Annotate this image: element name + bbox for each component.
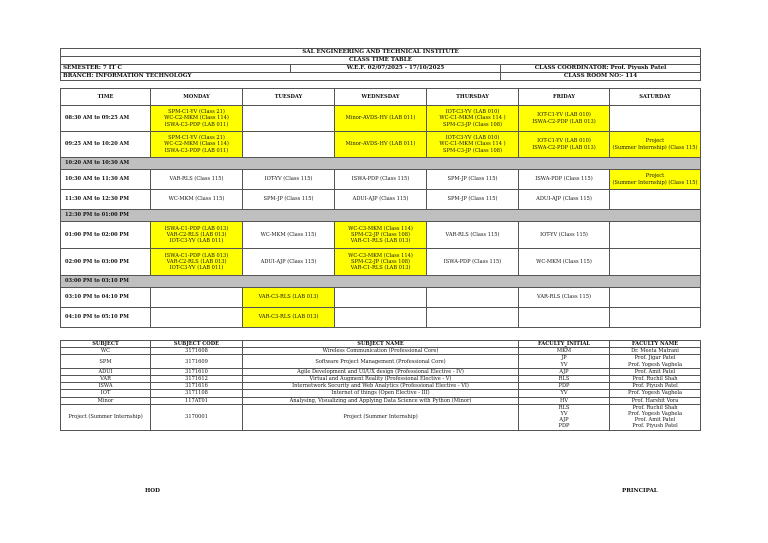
subject-code: 3171609 bbox=[151, 355, 243, 368]
break-row bbox=[61, 276, 701, 288]
cell-friday bbox=[519, 308, 610, 328]
cell-line: WC-C1-MKM (Class 114 ) bbox=[439, 115, 506, 122]
subject-abbrev: WC bbox=[61, 348, 151, 355]
cell-line: WC-C2-MKM (Class 114) bbox=[164, 141, 229, 148]
slot-row bbox=[61, 170, 701, 190]
break-time: 10:20 AM to 10:30 AM bbox=[61, 158, 701, 170]
slot-row bbox=[61, 308, 701, 328]
cell-saturday bbox=[610, 190, 701, 210]
cell-wednesday bbox=[335, 308, 427, 328]
subject-abbrev: Project (Summer Internship) bbox=[61, 404, 151, 430]
cell-thursday: ISWA-PDP (Class 115) bbox=[427, 249, 519, 276]
header-tuesday: TUESDAY bbox=[243, 89, 335, 106]
cell-line: IOT-C3-YV (LAB 010) bbox=[445, 135, 500, 142]
faculty-initial bbox=[519, 355, 610, 368]
faculty-name-line: Prof. Piyush Patel bbox=[632, 383, 678, 390]
branch-label: BRANCH: INFORMATION TECHNOLOGY bbox=[61, 73, 501, 81]
cell-monday bbox=[151, 106, 243, 132]
slot-row bbox=[61, 249, 701, 276]
col-subject: SUBJECT bbox=[61, 341, 151, 348]
cell-wednesday bbox=[335, 249, 427, 276]
slot-time: 02:00 PM to 03:00 PM bbox=[61, 249, 151, 276]
faculty-name-line: Prof. Piyush Patel bbox=[632, 423, 678, 430]
subject-code: 3170001 bbox=[151, 404, 243, 430]
faculty-initial bbox=[519, 376, 610, 383]
cell-friday bbox=[519, 132, 610, 158]
cell-tuesday: WC-MKM (Class 115) bbox=[243, 222, 335, 249]
cell-monday bbox=[151, 288, 243, 308]
cell-tuesday bbox=[243, 132, 335, 158]
cell-wednesday bbox=[335, 222, 427, 249]
cell-line: SPM-C2-JP (Class 108) bbox=[351, 258, 410, 265]
faculty-name bbox=[610, 376, 701, 383]
subject-row bbox=[61, 397, 701, 404]
cell-line: WC-C2-MKM (Class 114) bbox=[164, 115, 229, 122]
cell-line: WC-C1-MKM (Class 114 ) bbox=[439, 141, 506, 148]
faculty-name bbox=[610, 368, 701, 375]
faculty-name-line: Prof. Amit Patel bbox=[634, 368, 676, 375]
cell-thursday bbox=[427, 132, 519, 158]
break-time: 03:00 PM to 03:10 PM bbox=[61, 276, 701, 288]
header-time: TIME bbox=[61, 89, 151, 106]
cell-tuesday: SPM-JP (Class 115) bbox=[243, 190, 335, 210]
faculty-name bbox=[610, 390, 701, 397]
header-saturday: SATURDAY bbox=[610, 89, 701, 106]
cell-line: ISWA-C2-PDP (LAB 013) bbox=[532, 144, 596, 151]
cell-saturday bbox=[610, 249, 701, 276]
slot-time: 01:00 PM to 02:00 PM bbox=[61, 222, 151, 249]
faculty-name-line: Prof. Ruchil Shah bbox=[632, 404, 678, 411]
cell-saturday bbox=[610, 170, 701, 190]
header-monday: MONDAY bbox=[151, 89, 243, 106]
break-row bbox=[61, 158, 701, 170]
header-thursday: THURSDAY bbox=[427, 89, 519, 106]
page-title: CLASS TIME TABLE bbox=[61, 57, 701, 65]
cell-line: IOT-C3-YV (LAB 011) bbox=[169, 265, 224, 272]
subject-name: Internet of things (Open Elective - III) bbox=[243, 390, 519, 397]
faculty-name-line: Dr. Meeta Matrani bbox=[631, 348, 679, 355]
coordinator-label: CLASS COORDINATOR: Prof. Piyush Patel bbox=[501, 65, 701, 73]
subject-name: Project (Summer Internship) bbox=[243, 404, 519, 430]
cell-thursday bbox=[427, 308, 519, 328]
subject-name: Agile Development and UI/UX design (Professional Elective - IV) bbox=[243, 368, 519, 375]
header-table bbox=[60, 48, 701, 81]
faculty-name bbox=[610, 383, 701, 390]
faculty-name bbox=[610, 348, 701, 355]
faculty-name bbox=[610, 355, 701, 368]
cell-line: VAR-C1-RLS (LAB 013) bbox=[350, 238, 411, 245]
cell-thursday: SPM-JP (Class 115) bbox=[427, 190, 519, 210]
slot-time: 10:30 AM to 11:30 AM bbox=[61, 170, 151, 190]
faculty-initial bbox=[519, 368, 610, 375]
faculty-initial-line: AJP bbox=[559, 368, 569, 375]
col-name: SUBJECT NAME bbox=[243, 341, 519, 348]
faculty-initial-line: YV bbox=[560, 361, 568, 368]
slot-row bbox=[61, 190, 701, 210]
slot-row bbox=[61, 106, 701, 132]
cell-tuesday: IOT-YV (Class 115) bbox=[243, 170, 335, 190]
cell-friday: ADUI-AJP (Class 115) bbox=[519, 190, 610, 210]
cell-line: (Summer Internship) (Class 115) bbox=[612, 144, 698, 151]
semester-label: SEMESTER: 7 IT C bbox=[61, 65, 291, 73]
slot-time: 04:10 PM to 05:10 PM bbox=[61, 308, 151, 328]
break-time: 12:30 PM to 01:00 PM bbox=[61, 210, 701, 222]
break-row bbox=[61, 210, 701, 222]
cell-tuesday: VAR-C3-RLS (LAB 013) bbox=[243, 288, 335, 308]
cell-tuesday: VAR-C3-RLS (LAB 013) bbox=[243, 308, 335, 328]
faculty-initial-line: YV bbox=[560, 411, 568, 418]
room-label: CLASS ROOM NO:- 114 bbox=[501, 73, 701, 81]
subject-abbrev: ISWA bbox=[61, 383, 151, 390]
cell-line: SPM-C1-YV (Class 21) bbox=[168, 109, 225, 116]
cell-line: IOT-C3-YV (LAB 010) bbox=[445, 109, 500, 116]
cell-saturday bbox=[610, 308, 701, 328]
principal-signature: PRINCIPAL bbox=[622, 488, 658, 494]
cell-wednesday: Minor-AVDS-HV (LAB 011) bbox=[335, 132, 427, 158]
subject-code: 3171608 bbox=[151, 348, 243, 355]
cell-wednesday: ADUI-AJP (Class 115) bbox=[335, 190, 427, 210]
subject-table bbox=[60, 340, 701, 431]
faculty-name-line: Prof. Yogesh Vaghela bbox=[627, 411, 683, 418]
col-code: SUBJECT CODE bbox=[151, 341, 243, 348]
subject-name: Virtual and Augment Reality (Professional Elective - V) bbox=[243, 376, 519, 383]
cell-thursday: SPM-JP (Class 115) bbox=[427, 170, 519, 190]
subject-header-row bbox=[61, 341, 701, 348]
subject-code: 3171108 bbox=[151, 390, 243, 397]
cell-line: (Summer Internship) (Class 115) bbox=[612, 179, 698, 186]
subject-code: 117AT01 bbox=[151, 397, 243, 404]
subject-row bbox=[61, 404, 701, 430]
cell-line: ISWA-C2-PDP (LAB 013) bbox=[532, 118, 596, 125]
faculty-initial-line: MKM bbox=[556, 348, 572, 355]
cell-line: WC-C3-MKM (Class 114) bbox=[348, 252, 413, 259]
cell-monday bbox=[151, 132, 243, 158]
cell-thursday bbox=[427, 288, 519, 308]
cell-monday bbox=[151, 222, 243, 249]
cell-line: VAR-C2-RLS (LAB 013) bbox=[166, 231, 227, 238]
cell-tuesday bbox=[243, 106, 335, 132]
cell-thursday bbox=[427, 106, 519, 132]
cell-line: SPM-C3-JP (Class 108) bbox=[443, 147, 502, 154]
cell-wednesday: ISWA-PDP (Class 115) bbox=[335, 170, 427, 190]
subject-name: Analysing, Visualizing and Applying Data Science with Python (Minor) bbox=[243, 397, 519, 404]
hod-signature: HOD bbox=[145, 488, 161, 494]
slot-row bbox=[61, 132, 701, 158]
slot-time: 08:30 AM to 09:25 AM bbox=[61, 106, 151, 132]
col-faculty: FACULTY NAME bbox=[610, 341, 701, 348]
cell-saturday bbox=[610, 222, 701, 249]
cell-line: SPM-C3-JP (Class 108) bbox=[443, 121, 502, 128]
faculty-initial-line: PDP bbox=[558, 423, 570, 430]
faculty-name-line: Prof. Harshit Vora bbox=[631, 397, 679, 404]
cell-line: IOT-C1-YV (LAB 010) bbox=[537, 112, 591, 119]
cell-wednesday: Minor-AVDS-HV (LAB 011) bbox=[335, 106, 427, 132]
cell-tuesday: ADUI-AJP (Class 115) bbox=[243, 249, 335, 276]
faculty-initial-line: JP bbox=[561, 355, 567, 362]
slot-row bbox=[61, 222, 701, 249]
cell-monday bbox=[151, 308, 243, 328]
subject-name: Software Project Management (Professional Core) bbox=[243, 355, 519, 368]
cell-line: WC-C3-MKM (Class 114) bbox=[348, 225, 413, 232]
faculty-name-line: Prof. Jigar Patel bbox=[634, 355, 676, 362]
subject-abbrev: VAR bbox=[61, 376, 151, 383]
faculty-initial-line: HV bbox=[559, 397, 569, 404]
faculty-initial bbox=[519, 397, 610, 404]
cell-line: Project bbox=[645, 173, 665, 180]
cell-monday bbox=[151, 249, 243, 276]
cell-friday: VAR-RLS (Class 115) bbox=[519, 288, 610, 308]
timetable-sheet bbox=[60, 48, 700, 431]
faculty-name-line: Prof. Ruchil Shah bbox=[632, 376, 678, 383]
subject-row bbox=[61, 368, 701, 375]
subject-row bbox=[61, 383, 701, 390]
cell-friday bbox=[519, 106, 610, 132]
faculty-initial-line: RLS bbox=[558, 404, 570, 411]
subject-code: 3171616 bbox=[151, 383, 243, 390]
cell-line: Project bbox=[645, 138, 665, 145]
faculty-initial-line: AJP bbox=[559, 417, 569, 424]
slot-time: 11:30 AM to 12:30 PM bbox=[61, 190, 151, 210]
cell-line: VAR-C1-RLS (LAB 013) bbox=[350, 265, 411, 272]
subject-abbrev: ADUI bbox=[61, 368, 151, 375]
day-header-row bbox=[61, 89, 701, 106]
subject-name: Internetwork Security and Web Analytics (Professional Elective - VI) bbox=[243, 383, 519, 390]
cell-line: IOT-C1-YV (LAB 010) bbox=[537, 138, 591, 145]
faculty-initial bbox=[519, 404, 610, 430]
subject-abbrev: SPM bbox=[61, 355, 151, 368]
cell-saturday bbox=[610, 132, 701, 158]
cell-line: ISWA-C1-PDP (LAB 013) bbox=[164, 252, 229, 259]
faculty-initial bbox=[519, 383, 610, 390]
faculty-name-line: Prof. Yogesh Vaghela bbox=[627, 390, 683, 397]
subject-abbrev: Minor bbox=[61, 397, 151, 404]
faculty-name bbox=[610, 397, 701, 404]
cell-friday: IOT-YV (Class 115) bbox=[519, 222, 610, 249]
cell-thursday: VAR-RLS (Class 115) bbox=[427, 222, 519, 249]
institute-name: SAL ENGINEERING AND TECHNICAL INSTITUTE bbox=[61, 49, 701, 57]
cell-line: ISWA-C1-PDP (LAB 013) bbox=[164, 225, 229, 232]
subject-code: 3171612 bbox=[151, 376, 243, 383]
slot-time: 03:10 PM to 04:10 PM bbox=[61, 288, 151, 308]
faculty-initial-line: RLS bbox=[558, 376, 570, 383]
faculty-initial-line: YV bbox=[560, 390, 568, 397]
faculty-initial-line: PDP bbox=[558, 383, 570, 390]
subject-row bbox=[61, 376, 701, 383]
cell-line: SPM-C2-JP (Class 108) bbox=[351, 231, 410, 238]
subject-abbrev: IOT bbox=[61, 390, 151, 397]
faculty-initial bbox=[519, 348, 610, 355]
faculty-name-line: Prof. Amit Patel bbox=[634, 417, 676, 424]
cell-line: SPM-C1-YV (Class 21) bbox=[168, 135, 225, 142]
cell-saturday bbox=[610, 106, 701, 132]
cell-monday: VAR-RLS (Class 115) bbox=[151, 170, 243, 190]
cell-saturday bbox=[610, 288, 701, 308]
slot-time: 09:25 AM to 10:20 AM bbox=[61, 132, 151, 158]
subject-name: Wireless Communication (Professional Core) bbox=[243, 348, 519, 355]
cell-wednesday bbox=[335, 288, 427, 308]
subject-code: 3171610 bbox=[151, 368, 243, 375]
cell-friday: WC-MKM (Class 115) bbox=[519, 249, 610, 276]
subject-body bbox=[61, 348, 701, 430]
faculty-initial bbox=[519, 390, 610, 397]
cell-friday: ISWA-PDP (Class 115) bbox=[519, 170, 610, 190]
header-wednesday: WEDNESDAY bbox=[335, 89, 427, 106]
cell-monday: WC-MKM (Class 115) bbox=[151, 190, 243, 210]
cell-line: IOT-C3-YV (LAB 011) bbox=[169, 238, 224, 245]
timetable-grid bbox=[60, 88, 701, 328]
subject-row bbox=[61, 390, 701, 397]
cell-line: ISWA-C3-PDP (LAB 011) bbox=[164, 121, 229, 128]
subject-row bbox=[61, 348, 701, 355]
slot-row bbox=[61, 288, 701, 308]
subject-row bbox=[61, 355, 701, 368]
faculty-name bbox=[610, 404, 701, 430]
header-friday: FRIDAY bbox=[519, 89, 610, 106]
col-initial: FACULTY_INITIAL bbox=[519, 341, 610, 348]
wef-label: W.E.F. 02/07/2025 - 17/10/2025 bbox=[291, 65, 501, 73]
cell-line: ISWA-C3-PDP (LAB 011) bbox=[164, 147, 229, 154]
cell-line: VAR-C2-RLS (LAB 013) bbox=[166, 258, 227, 265]
faculty-name-line: Prof. Yogesh Vaghela bbox=[627, 361, 683, 368]
